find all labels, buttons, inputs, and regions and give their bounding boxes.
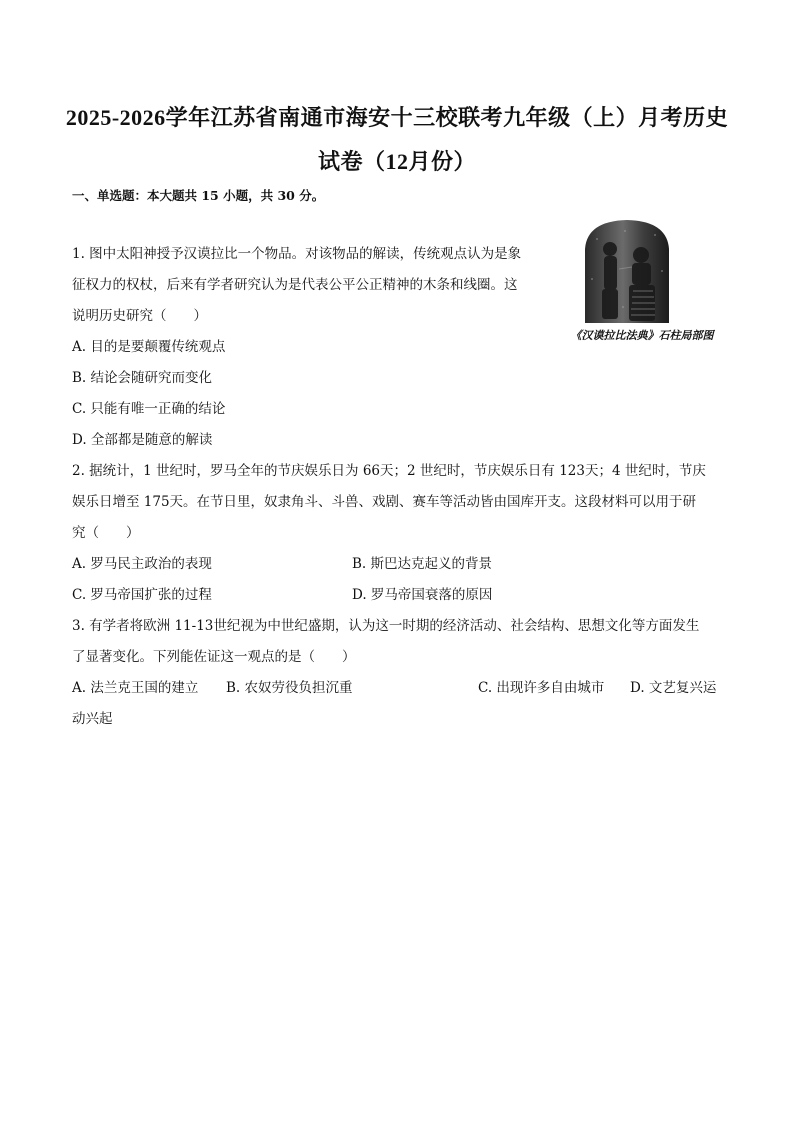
q2-stem-line-1: 2. 据统计，1 世纪时，罗马全年的节庆娱乐日为 66天；2 世纪时，节庆娱乐日有 123天；4 世纪时，节庆 <box>72 463 706 479</box>
q1-stem-line-3: 说明历史研究（ ） <box>72 308 207 324</box>
q3-option-b: B. 农奴劳役负担沉重 <box>226 680 353 696</box>
q3-stem-line-1: 3. 有学者将欧洲 11-13世纪视为中世纪盛期，认为这一时期的经济活动、社会结构、思想文化等方面发生 <box>72 618 700 634</box>
section-header: 一、单选题：本大题共 15 小题，共 30 分。 <box>72 188 325 203</box>
q2-stem-line-3: 究（ ） <box>72 525 140 541</box>
q2-option-b: B. 斯巴达克起义的背景 <box>352 556 493 572</box>
q1-stem-line-2: 征权力的权杖，后来有学者研究认为是代表公平公正精神的木条和线圈。这 <box>72 277 518 293</box>
q3-option-d-wrap: 动兴起 <box>72 711 113 727</box>
exam-title-line-2: 试卷（12月份） <box>317 149 476 174</box>
q3-option-d: D. 文艺复兴运 <box>630 680 717 696</box>
q2-stem-line-2: 娱乐日增至 175天。在节日里，奴隶角斗、斗兽、戏剧、赛车等活动皆由国库开支。这段材料可以用于研 <box>72 494 697 510</box>
q2-option-d: D. 罗马帝国衰落的原因 <box>352 587 493 603</box>
q2-option-c: C. 罗马帝国扩张的过程 <box>72 587 212 603</box>
hammurabi-stele-figure <box>557 219 727 349</box>
q1-option-d: D. 全部都是随意的解读 <box>72 432 213 448</box>
q1-option-c: C. 只能有唯一正确的结论 <box>72 401 226 417</box>
q3-stem-line-2: 了显著变化。下列能佐证这一观点的是（ ） <box>72 649 356 665</box>
exam-title-line-1: 2025-2026学年江苏省南通市海安十三校联考九年级（上）月考历史 <box>65 105 729 130</box>
q1-option-a: A. 目的是要颠覆传统观点 <box>72 339 226 355</box>
q3-option-c: C. 出现许多自由城市 <box>478 680 605 696</box>
q1-stem-line-1: 1. 图中太阳神授予汉谟拉比一个物品。对该物品的解读，传统观点认为是象 <box>72 246 522 262</box>
figure-caption: 《汉谟拉比法典》石柱局部图 <box>570 329 714 342</box>
hammurabi-stele-image <box>577 219 677 323</box>
q1-option-b: B. 结论会随研究而变化 <box>72 370 213 386</box>
q2-option-a: A. 罗马民主政治的表现 <box>72 556 212 572</box>
q3-option-a: A. 法兰克王国的建立 <box>72 680 199 696</box>
